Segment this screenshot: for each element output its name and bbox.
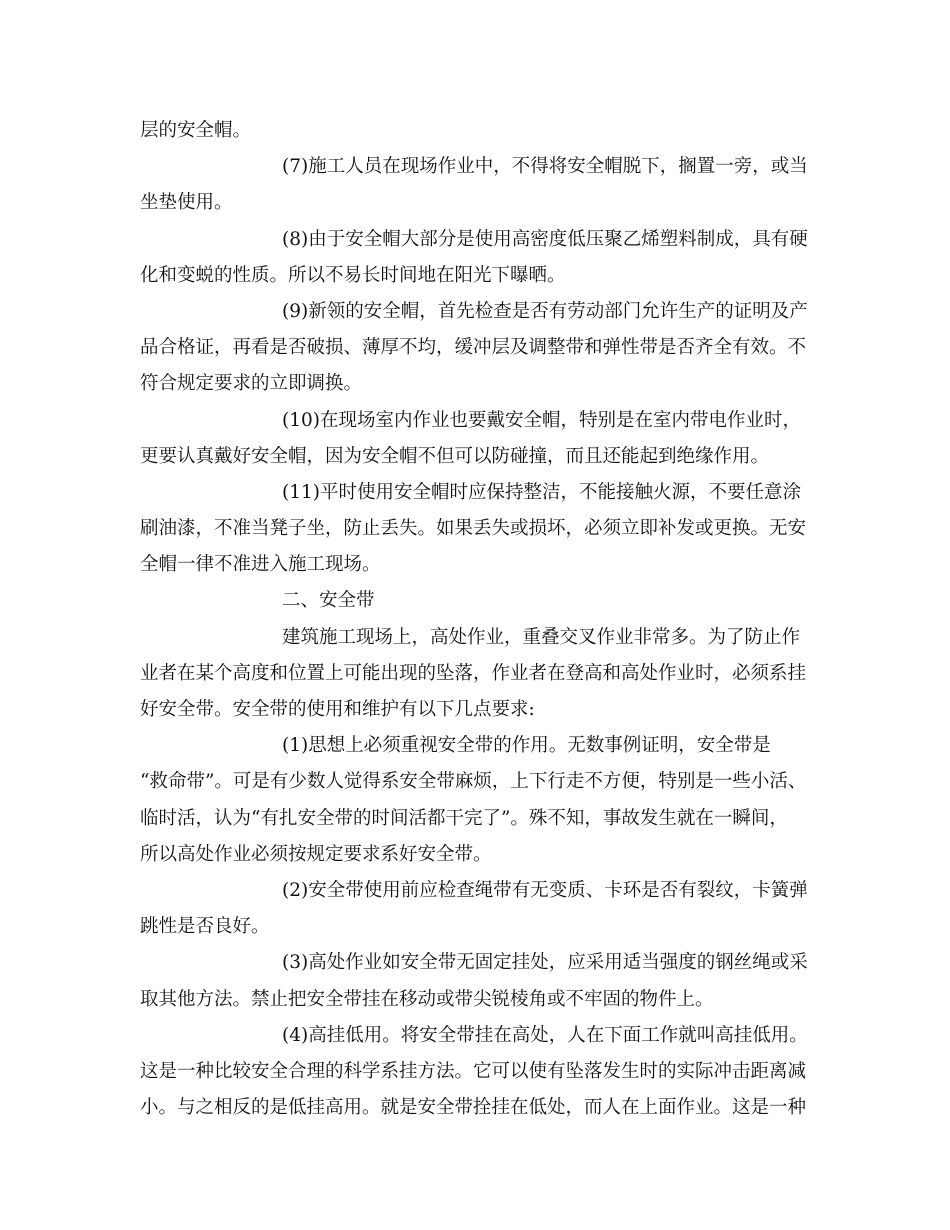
text-line: (1)思想上必须重视安全带的作用。无数事例证明，安全带是 bbox=[282, 735, 771, 757]
text-line: 层的安全帽。 bbox=[140, 120, 252, 141]
text-line: (11)平时使用安全帽时应保持整洁，不能接触火源，不要任意涂 bbox=[282, 481, 801, 503]
text-line: (9)新领的安全帽，首先检查是否有劳动部门允许生产的证明及产 bbox=[282, 300, 808, 322]
text-line: 刷油漆，不准当凳子坐，防止丢失。如果丢失或损坏，必须立即补发或更换。无安 bbox=[140, 518, 807, 540]
text-line: 所以高处作业必须按规定要求系好安全带。 bbox=[140, 843, 492, 865]
section-heading: 二、安全带 bbox=[282, 590, 375, 612]
text-line: 好安全带。安全带的使用和维护有以下几点要求: bbox=[140, 699, 535, 720]
text-line: (10)在现场室内作业也要戴安全帽，特别是在室内带电作业时， bbox=[282, 409, 801, 431]
text-line: 临时活，认为“有扎安全带的时间活都干完了”。殊不知，事故发生就在一瞬间， bbox=[140, 807, 788, 829]
text-line: 小。与之相反的是低挂高用。就是安全带拴挂在低处，而人在上面作业。这是一种 bbox=[140, 1097, 807, 1119]
text-line: 更要认真戴好安全帽，因为安全帽不但可以防碰撞，而且还能起到绝缘作用。 bbox=[140, 445, 770, 467]
text-line: 坐垫使用。 bbox=[140, 192, 233, 214]
text-line: 跳性是否良好。 bbox=[140, 916, 270, 938]
text-line: 业者在某个高度和位置上可能出现的坠落，作业者在登高和高处作业时，必须系挂 bbox=[140, 662, 807, 684]
text-line: 全帽一律不准进入施工现场。 bbox=[140, 554, 381, 576]
text-line: 化和变蜕的性质。所以不易长时间地在阳光下曝晒。 bbox=[140, 264, 566, 286]
text-line: 这是一种比较安全合理的科学系挂方法。它可以使有坠落发生时的实际冲击距离减 bbox=[140, 1060, 807, 1082]
document-body bbox=[140, 113, 820, 1126]
text-line: (7)施工人员在现场作业中，不得将安全帽脱下，搁置一旁，或当 bbox=[282, 156, 808, 178]
text-line: 符合规定要求的立即调换。 bbox=[140, 373, 363, 395]
text-line: 建筑施工现场上，高处作业，重叠交叉作业非常多。为了防止作 bbox=[282, 626, 801, 648]
text-line: (8)由于安全帽大部分是使用高密度低压聚乙烯塑料制成，具有硬 bbox=[282, 228, 808, 250]
text-line: (2)安全带使用前应检查绳带有无变质、卡环是否有裂纹，卡簧弹 bbox=[282, 879, 808, 901]
text-line: 品合格证，再看是否破损、薄厚不均，缓冲层及调整带和弹性带是否齐全有效。不 bbox=[140, 337, 807, 359]
text-line: (4)高挂低用。将安全带挂在高处，人在下面工作就叫高挂低用。 bbox=[282, 1024, 808, 1046]
text-line: “救命带”。可是有少数人觉得系安全带麻烦，上下行走不方便，特别是一些小活、 bbox=[140, 771, 807, 793]
text-line: (3)高处作业如安全带无固定挂处，应采用适当强度的钢丝绳或采 bbox=[282, 952, 808, 974]
text-line: 取其他方法。禁止把安全带挂在移动或带尖锐棱角或不牢固的物件上。 bbox=[140, 988, 714, 1010]
